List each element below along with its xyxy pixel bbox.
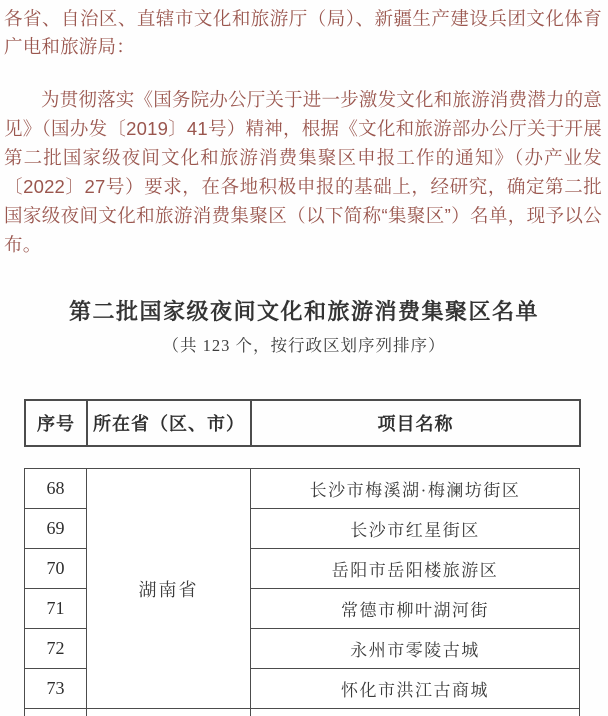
cell-project: 永州市零陵古城: [251, 629, 580, 669]
cell-province: 湖南省: [87, 469, 251, 709]
list-title: 第二批国家级夜间文化和旅游消费集聚区名单: [68, 299, 539, 324]
cell-project: 长沙市梅溪湖·梅澜坊街区: [251, 469, 580, 509]
list-subtitle: （共 123 个，按行政区划序列排序）: [162, 336, 446, 355]
header-cell-serial: 序号: [25, 400, 87, 446]
cell-serial: 70: [25, 549, 87, 589]
cell-project: 长沙市红星街区: [251, 509, 580, 549]
cell-province: [87, 709, 251, 716]
cell-serial: 72: [25, 629, 87, 669]
header-cell-province: 所在省（区、市）: [87, 400, 251, 446]
cell-serial: [25, 709, 87, 716]
header-row: [25, 400, 580, 446]
cell-project: 岳阳市岳阳楼旅游区: [251, 549, 580, 589]
cell-serial: 71: [25, 589, 87, 629]
list-data-table: [24, 468, 580, 716]
cell-project: 常德市柳叶湖河街: [251, 589, 580, 629]
header-cell-project: 项目名称: [251, 400, 580, 446]
cell-serial: 69: [25, 509, 87, 549]
list-header-table: [24, 399, 581, 447]
cell-serial: 68: [25, 469, 87, 509]
table-row-partial: [25, 709, 580, 716]
salutation-text: 各省、自治区、直辖市文化和旅游厅（局）、新疆生产建设兵团文化体育广电和旅游局：: [4, 8, 602, 57]
cell-project: 怀化市洪江古商城: [251, 669, 580, 709]
body-paragraph: 为贯彻落实《国务院办公厅关于进一步激发文化和旅游消费潜力的意见》（国办发〔2019〕41号）精神，根据《文化和旅游部办公厅关于开展第二批国家级夜间文化和旅游消费集聚区申报工作的通知》（办产业发〔2022〕27号）要求，在各地积极申报的基础上，经研究，确定第二批国家级夜间文化和旅游消费集聚区（以下简称“集聚区”）名单，现予以公布。: [4, 89, 603, 255]
cell-serial: 73: [25, 669, 87, 709]
table-row: [25, 469, 580, 509]
cell-project: [251, 709, 580, 716]
